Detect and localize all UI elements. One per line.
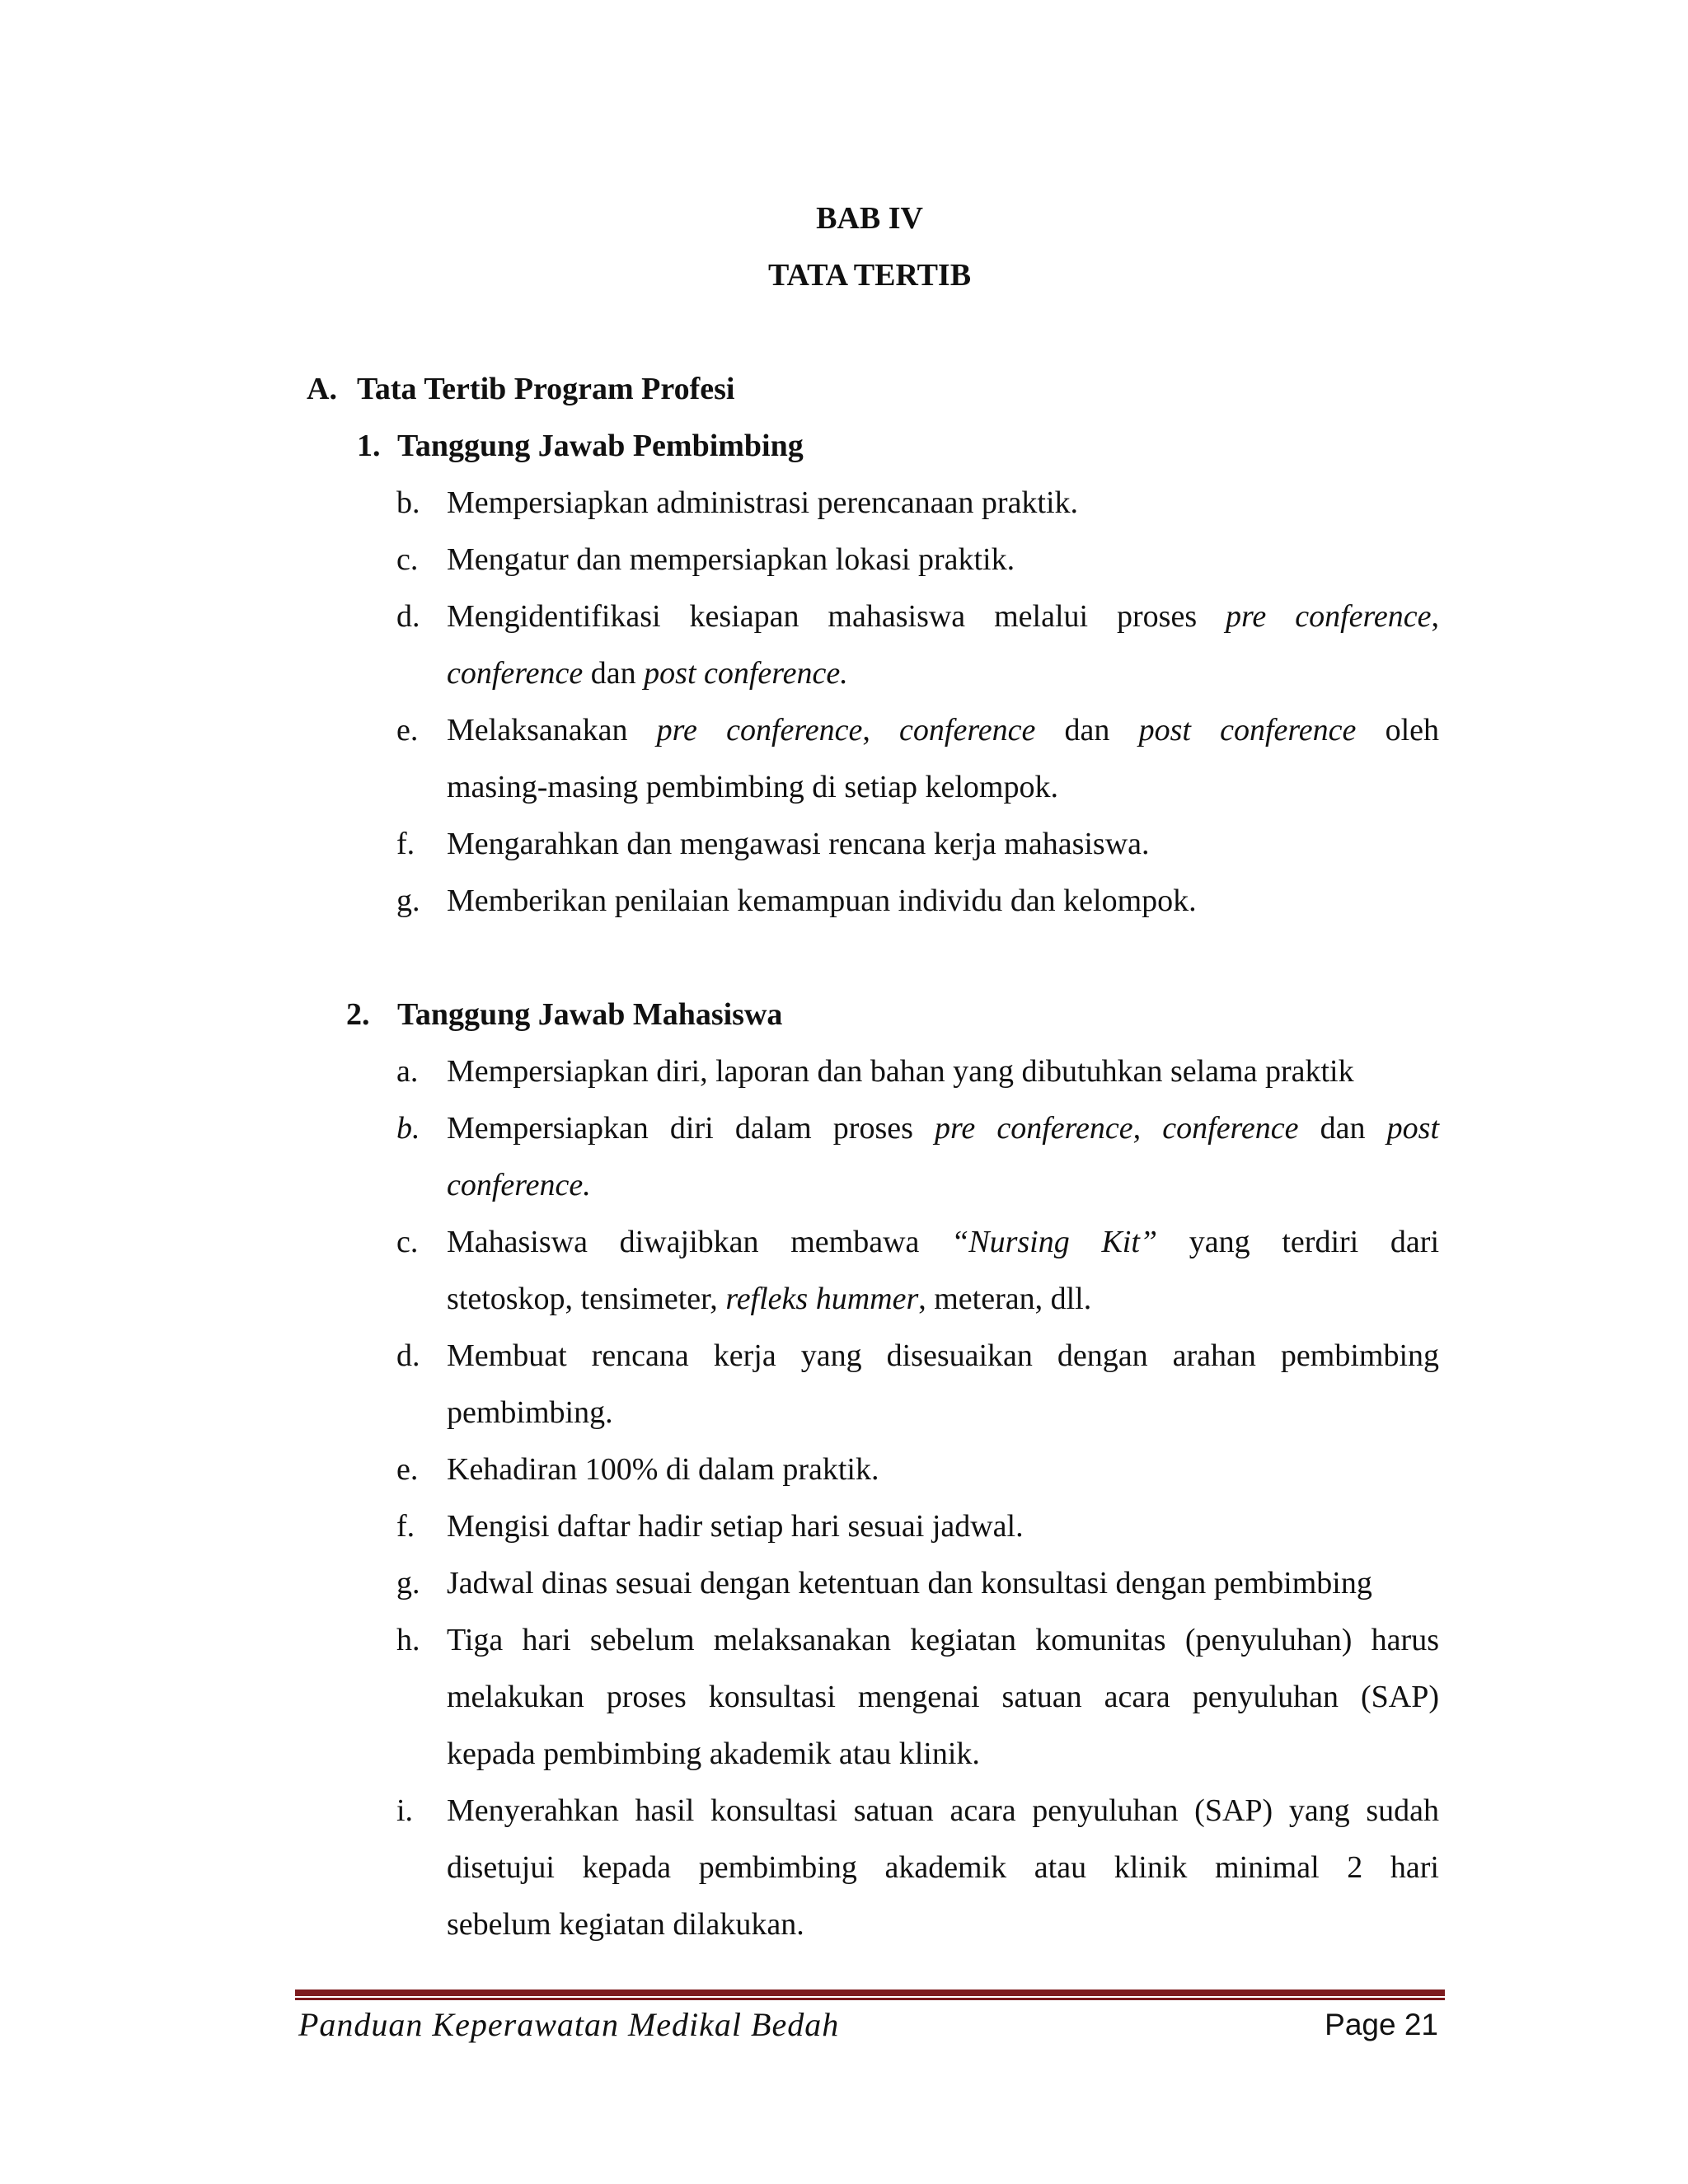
list-item-line: kepada pembimbing akademik atau klinik. xyxy=(447,1736,980,1771)
italic-term: pre conference, conference xyxy=(935,1111,1299,1146)
list-item-line xyxy=(447,1109,1439,1147)
list-item-line: Membuat rencana kerja yang disesuaikan dengan arahan pembimbing xyxy=(447,1338,1439,1373)
footer-rule-thin xyxy=(295,1998,1445,2000)
text-run: Mempersiapkan diri dalam proses xyxy=(447,1111,913,1146)
text-run: yang terdiri dari xyxy=(1189,1225,1440,1259)
list-item-line: disetujui kepada pembimbing akademik atau klinik minimal 2 hari xyxy=(447,1850,1439,1885)
item-marker: b. xyxy=(396,1111,420,1146)
italic-term: pre conference xyxy=(656,713,863,748)
list-item-text: Kehadiran 100% di dalam praktik. xyxy=(447,1452,879,1487)
italic-term: post conference. xyxy=(644,656,848,691)
footer-rule xyxy=(295,1990,1445,1996)
list-item-line xyxy=(447,1280,1091,1318)
italic-term: refleks hummer xyxy=(725,1282,919,1316)
list-item-line: sebelum kegiatan dilakukan. xyxy=(447,1907,804,1942)
item-marker: h. xyxy=(396,1623,420,1657)
text-run: , meteran, dll. xyxy=(918,1282,1092,1316)
italic-term: post conference xyxy=(1138,713,1357,748)
item-marker: f. xyxy=(396,1509,415,1544)
subsection-1-marker: 1. xyxy=(357,429,381,463)
section-marker: A. xyxy=(307,372,337,406)
item-marker: g. xyxy=(396,1566,420,1601)
list-item-line xyxy=(447,711,1439,749)
list-item-line xyxy=(447,654,848,692)
italic-term: conference xyxy=(447,656,584,691)
item-marker: f. xyxy=(396,827,415,861)
text-run: Melaksanakan xyxy=(447,713,628,748)
item-marker: b. xyxy=(396,485,420,520)
item-marker: e. xyxy=(396,713,419,748)
text-run: stetoskop, tensimeter, xyxy=(447,1282,726,1316)
item-marker: d. xyxy=(396,599,420,634)
list-item-line xyxy=(447,598,1439,635)
text-run: dan xyxy=(583,656,645,691)
text-run: , xyxy=(1431,599,1439,634)
list-item-line: conference. xyxy=(447,1168,591,1202)
item-marker: a. xyxy=(396,1054,419,1089)
list-item-text: Jadwal dinas sesuai dengan ketentuan dan konsultasi dengan pembimbing xyxy=(447,1566,1372,1601)
list-item-line: Menyerahkan hasil konsultasi satuan acara penyuluhan (SAP) yang sudah xyxy=(447,1793,1439,1828)
list-item-line: pembimbing. xyxy=(447,1395,613,1430)
list-item-text: Mempersiapkan administrasi perencanaan praktik. xyxy=(447,485,1079,520)
text-run: dan xyxy=(1320,1111,1366,1146)
italic-term: “Nursing Kit” xyxy=(951,1225,1158,1259)
list-item-text: Mengisi daftar hadir setiap hari sesuai jadwal. xyxy=(447,1509,1024,1544)
item-marker: d. xyxy=(396,1338,420,1373)
list-item-line: Tiga hari sebelum melaksanakan kegiatan komunitas (penyuluhan) harus xyxy=(447,1623,1439,1657)
list-item-line: melakukan proses konsultasi mengenai satuan acara penyuluhan (SAP) xyxy=(447,1680,1439,1714)
subsection-1-title: Tanggung Jawab Pembimbing xyxy=(397,429,804,463)
text-run: oleh xyxy=(1385,713,1440,748)
italic-term: post xyxy=(1386,1111,1440,1146)
subsection-2-title: Tanggung Jawab Mahasiswa xyxy=(397,997,783,1032)
item-marker: i. xyxy=(396,1793,414,1828)
list-item-text: Mengarahkan dan mengawasi rencana kerja mahasiswa. xyxy=(447,827,1150,861)
list-item-text: Memberikan penilaian kemampuan individu dan kelompok. xyxy=(447,883,1197,918)
footer-page-number: Page 21 xyxy=(1325,2008,1438,2041)
footer-document-title: Panduan Keperawatan Medikal Bedah xyxy=(298,2006,840,2043)
text-run: Mahasiswa diwajibkan membawa xyxy=(447,1225,920,1259)
chapter-number: BAB IV xyxy=(816,201,923,236)
text-run: dan xyxy=(1064,713,1110,748)
italic-term: conference xyxy=(899,713,1036,748)
chapter-title: TATA TERTIB xyxy=(767,258,972,293)
list-item-text: Mempersiapkan diri, laporan dan bahan yang dibutuhkan selama praktik xyxy=(447,1054,1354,1089)
text-run: , xyxy=(862,713,870,748)
section-title: Tata Tertib Program Profesi xyxy=(357,372,735,406)
item-marker: g. xyxy=(396,883,420,918)
list-item-text: Mengatur dan mempersiapkan lokasi praktik. xyxy=(447,542,1015,577)
list-item-line xyxy=(447,1223,1439,1261)
item-marker: e. xyxy=(396,1452,419,1487)
text-run: Mengidentifikasi kesiapan mahasiswa melalui proses xyxy=(447,599,1198,634)
item-marker: c. xyxy=(396,542,419,577)
italic-term: pre conference xyxy=(1226,599,1432,634)
list-item-line: masing-masing pembimbing di setiap kelompok. xyxy=(447,770,1058,804)
subsection-2-marker: 2. xyxy=(346,997,370,1032)
item-marker: c. xyxy=(396,1225,419,1259)
